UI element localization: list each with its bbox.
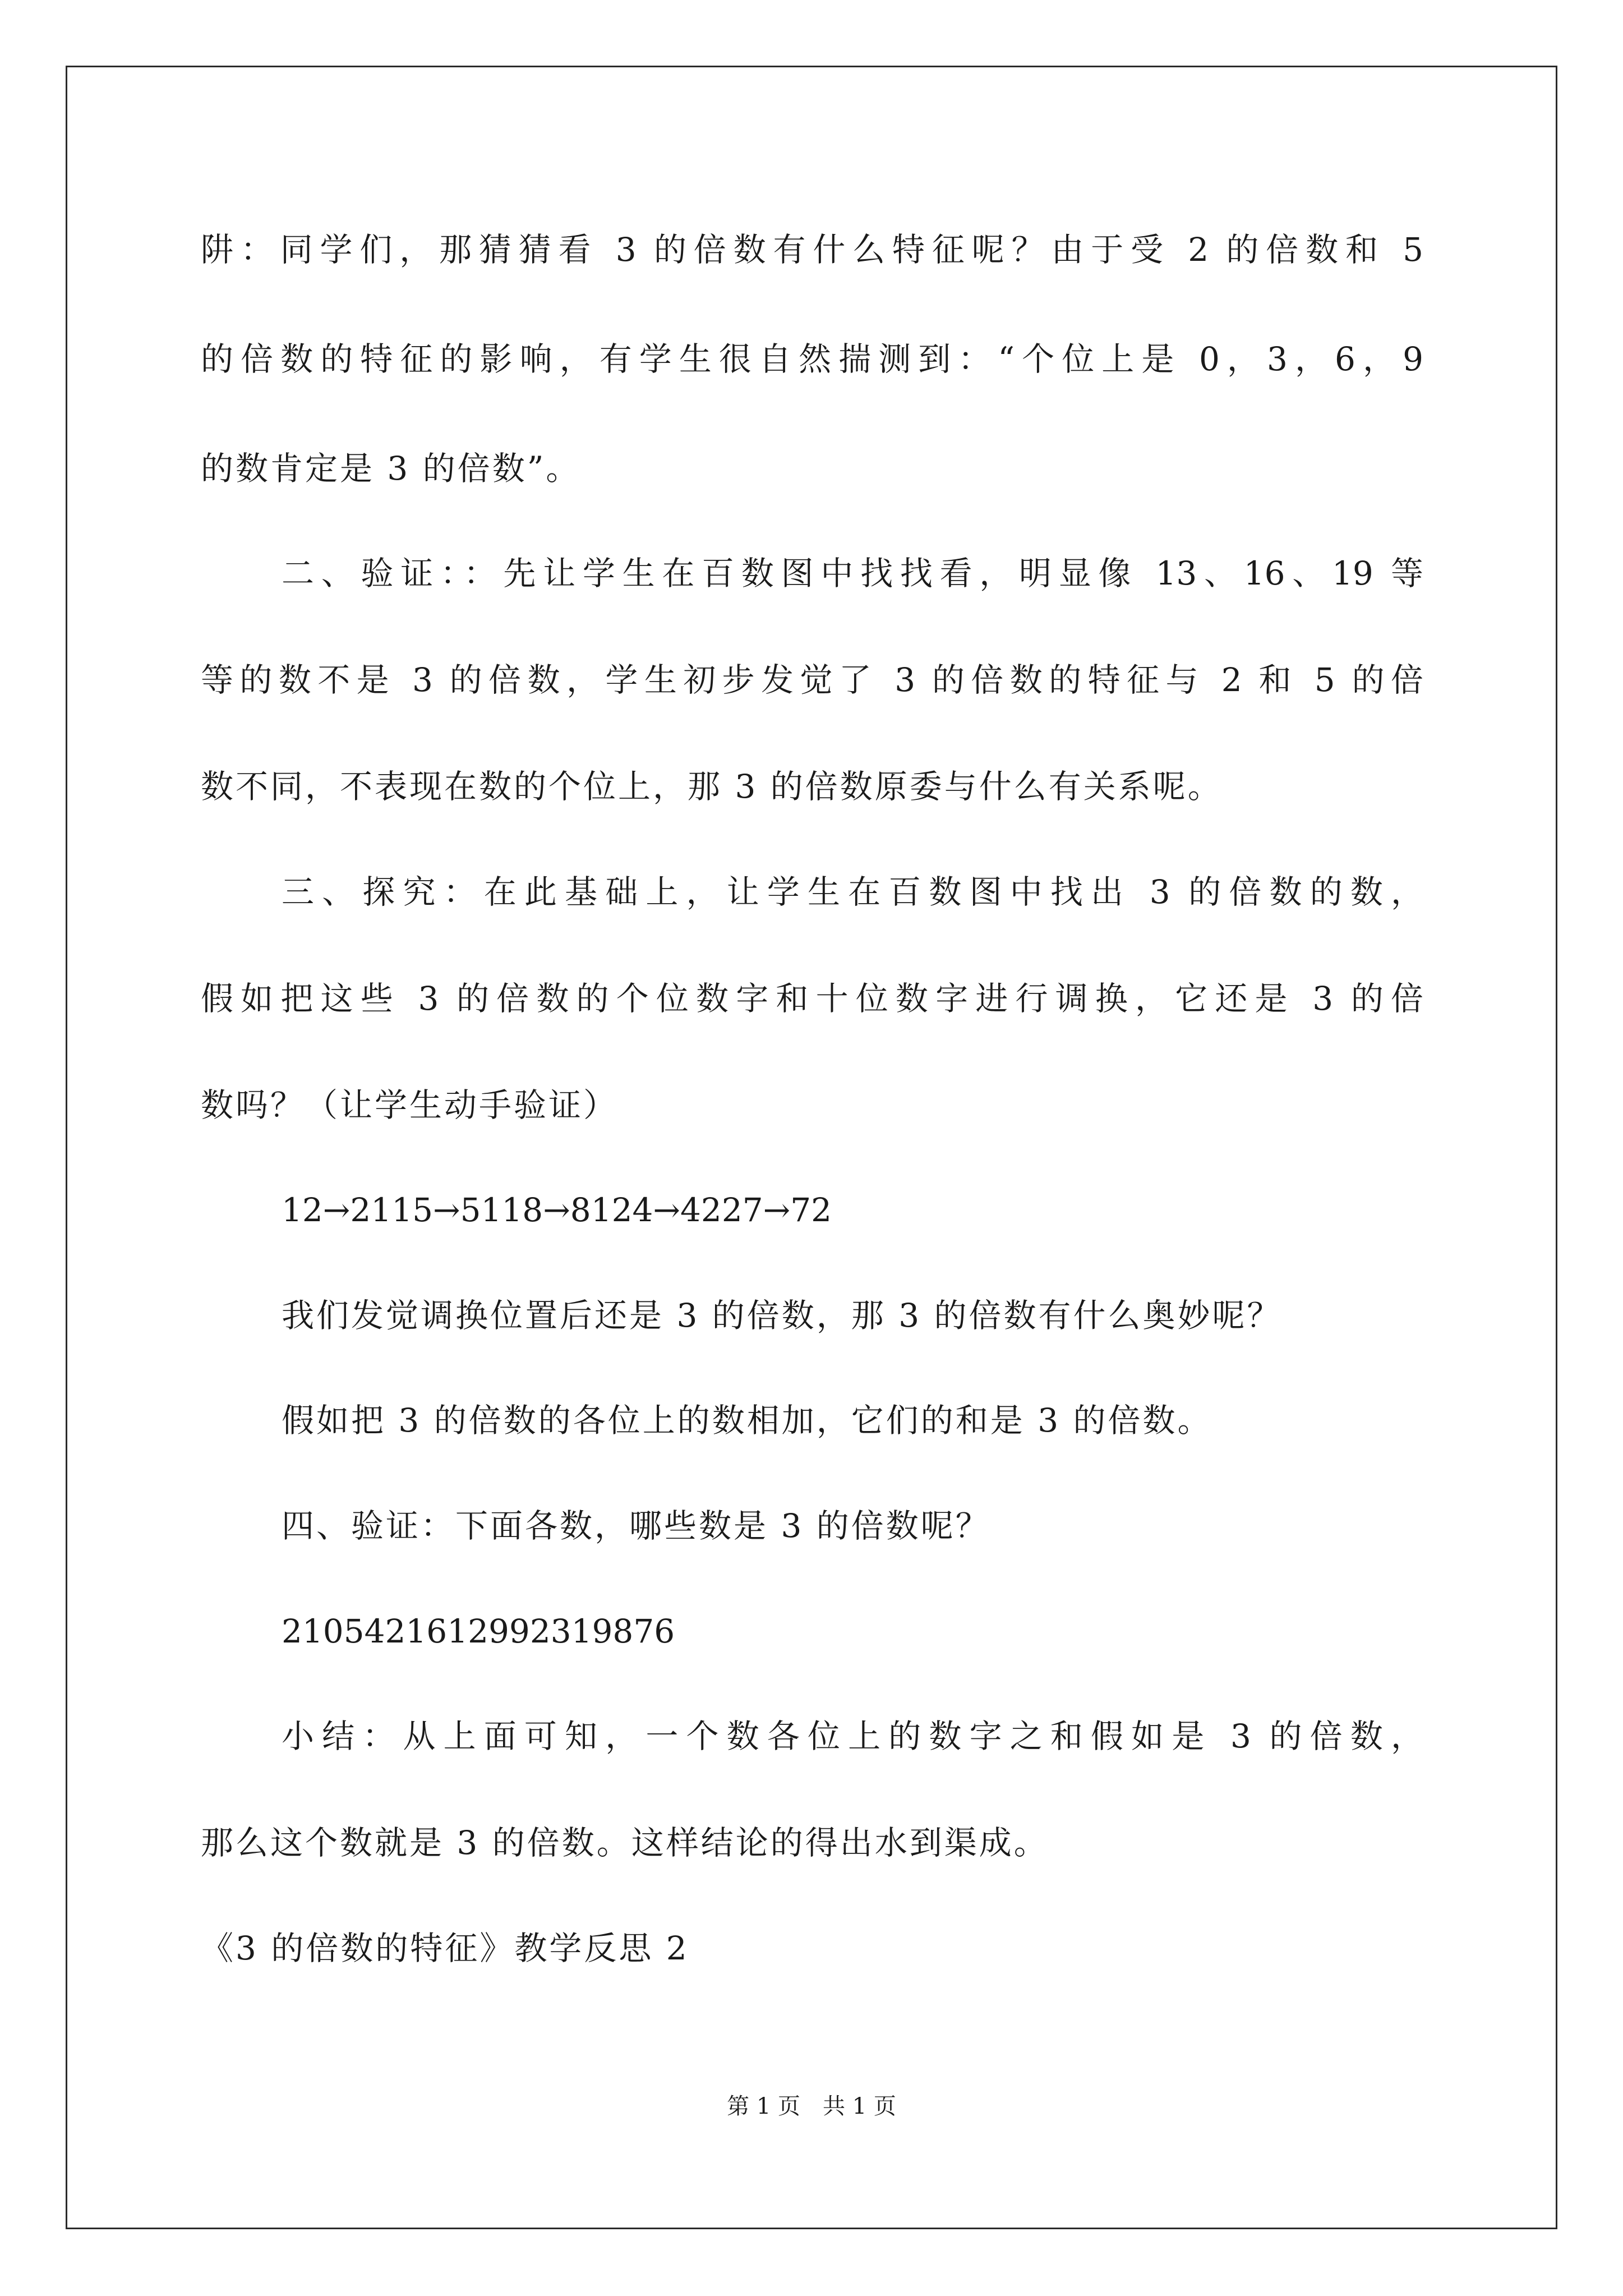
text-line-11: 我们发觉调换位置后还是 3 的倍数，那 3 的倍数有什么奥妙呢？ xyxy=(282,1296,1282,1335)
text-line-1: 阱：同学们，那猜猜看 3 的倍数有什么特征呢？由于受 2 的倍数和 5 xyxy=(201,231,1423,269)
text-line-7: 三、探究：在此基础上，让学生在百数图中找出 3 的倍数的数， xyxy=(282,873,1423,911)
text-line-5: 等的数不是 3 的倍数，学生初步发觉了 3 的倍数的特征与 2 和 5 的倍 xyxy=(201,661,1423,699)
text-line-13: 四、验证：下面各数，哪些数是 3 的倍数呢？ xyxy=(282,1507,990,1545)
text-line-8: 假如把这些 3 的倍数的个位数字和十位数字进行调换，它还是 3 的倍 xyxy=(201,979,1423,1018)
text-line-14: 2105421612992319876 xyxy=(282,1612,675,1650)
text-line-10: 12→2115→5118→8124→4227→72 xyxy=(282,1191,832,1229)
text-line-3: 的数肯定是 3 的倍数”。 xyxy=(201,449,581,487)
text-line-16: 那么这个数就是 3 的倍数。这样结论的得出水到渠成。 xyxy=(201,1824,1049,1862)
text-line-9: 数吗？（让学生动手验证） xyxy=(201,1086,619,1124)
text-line-2: 的倍数的特征的影响，有学生很自然揣测到：“个位上是 0，3，6，9 xyxy=(201,340,1423,378)
section-heading: 《3 的倍数的特征》教学反思 2 xyxy=(201,1929,689,1967)
text-line-6: 数不同，不表现在数的个位上，那 3 的倍数原委与什么有关系呢。 xyxy=(201,767,1223,806)
page-number-footer: 第 1 页 共 1 页 xyxy=(727,2093,896,2119)
text-line-4: 二、验证：：先让学生在百数图中找找看，明显像 13、16、19 等 xyxy=(282,554,1423,592)
text-line-15: 小结：从上面可知，一个数各位上的数字之和假如是 3 的倍数， xyxy=(282,1717,1423,1755)
text-line-12: 假如把 3 的倍数的各位上的数相加，它们的和是 3 的倍数。 xyxy=(282,1401,1212,1439)
page-border xyxy=(66,66,1557,2229)
